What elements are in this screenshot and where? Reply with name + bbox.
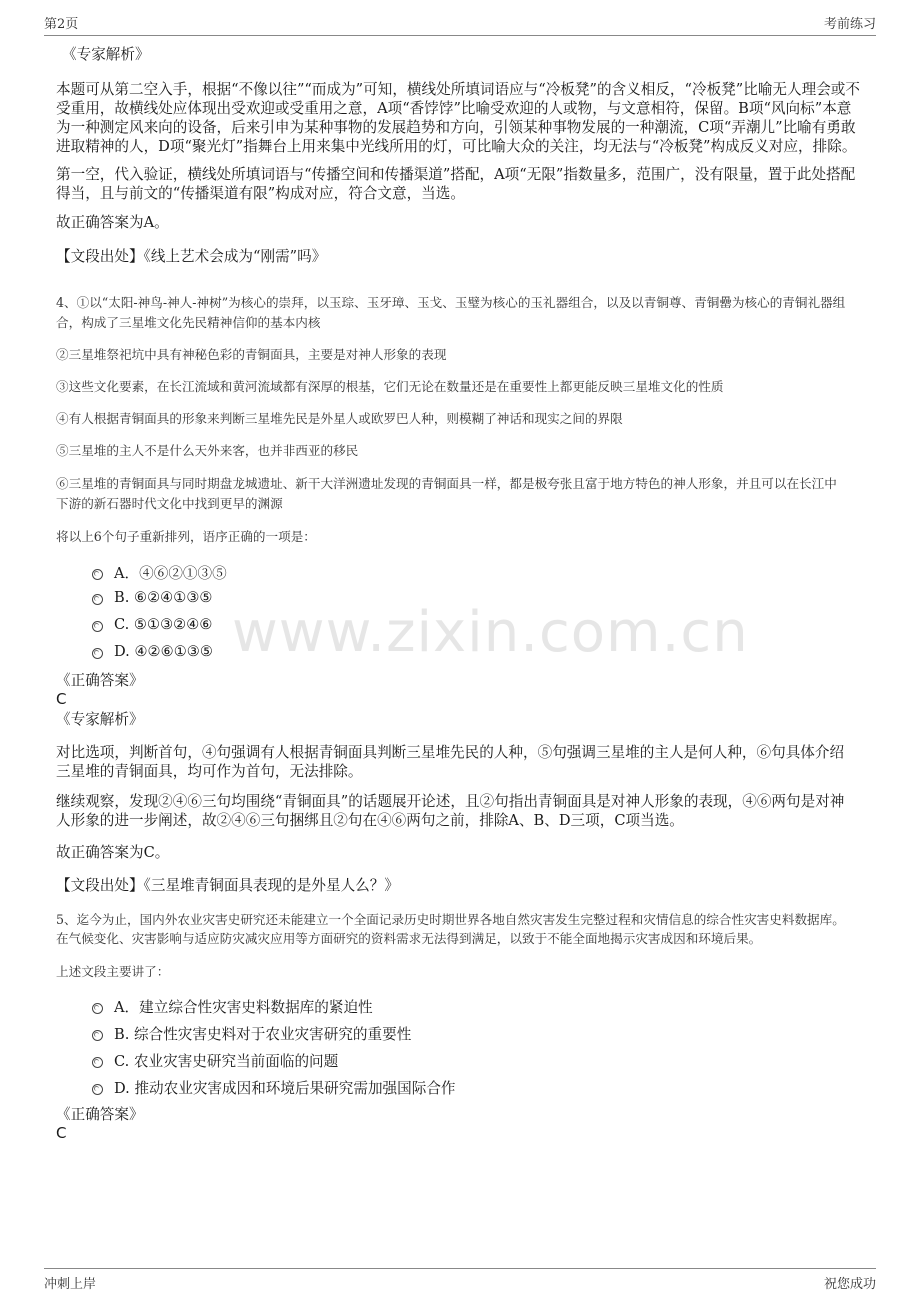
radio-icon[interactable] [92,1030,103,1041]
option-c[interactable] [92,616,212,633]
question-5-prompt: 上述文段主要讲了： [56,964,170,979]
header-right-text: 考前练习 [823,17,876,32]
question-5-stem: 在气候变化、灾害影响与适应防灾减灾应用等方面研究的资料需求无法得到满足，以致于不能全面地揭示灾害成因和环境后果。 [56,931,762,946]
sentence-3: ③这些文化要素，在长江流域和黄河流域都有深厚的根基，它们无论在数量还是在重要性上都更能反映三星堆文化的性质 [56,379,724,394]
page-header [44,10,876,36]
footer-left-text: 冲刺上岸 [44,1277,97,1292]
radio-icon[interactable] [92,1084,103,1095]
page-number: 第2页 [44,17,79,32]
conclusion-text: 故正确答案为A。 [56,214,169,231]
correct-answer-label: 《正确答案》 [56,672,144,689]
analysis-line: 为一种测定风来向的设备，后来引申为某种事物的发展趋势和方向，引领某种事物发展的一种潮流，C项“弄潮儿”比喻有勇敢 [56,119,856,136]
analysis-line: 进取精神的人，D项“聚光灯”指舞台上用来集中光线所用的灯，可比喻大众的关注，均无法与“冷板凳”构成反义对应，排除。 [56,138,857,155]
option-label: A．④⑥②①③⑤ [114,565,227,582]
question-4-stem: 合，构成了三星堆文化先民精神信仰的基本内核 [56,315,321,330]
option-label: A．建立综合性灾害史料数据库的紧迫性 [114,999,373,1016]
analysis-line: 第一空，代入验证，横线处所填词语与“传播空间和传播渠道”搭配，A项“无限”指数量多，范围广，没有限量，置于此处搭配 [56,166,856,183]
option-a[interactable] [92,562,227,583]
sentence-2: ②三星堆祭祀坑中具有神秘色彩的青铜面具，主要是对神人形象的表现 [56,347,447,362]
analysis-line: 三星堆的青铜面具，均可作为首句，无法排除。 [56,763,363,780]
expert-analysis-label: 《专家解析》 [62,46,150,63]
expert-analysis-label: 《专家解析》 [56,711,144,728]
question-4-prompt: 将以上6个句子重新排列，语序正确的一项是： [56,529,316,544]
footer-right-text: 祝您成功 [823,1277,876,1292]
analysis-line: 继续观察，发现②④⑥三句均围绕“青铜面具”的话题展开论述，且②句指出青铜面具是对神人形象的表现，④⑥两句是对神 [56,793,845,810]
source-text: 【文段出处】《线上艺术会成为“刚需”吗》 [56,248,327,265]
question-4-stem: 4、①以“太阳-神鸟-神人-神树”为核心的崇拜，以玉琮、玉牙璋、玉戈、玉璧为核心的玉礼器组合，以及以青铜尊、青铜罍为核心的青铜礼器组 [56,295,846,310]
option-label: C. 农业灾害史研究当前面临的问题 [114,1053,339,1070]
option-b[interactable] [92,1023,411,1044]
sentence-4: ④有人根据青铜面具的形象来判断三星堆先民是外星人或欧罗巴人种，则模糊了神话和现实之间的界限 [56,411,623,426]
correct-answer: C [56,690,67,708]
correct-answer-label: 《正确答案》 [56,1106,144,1123]
sentence-6: 下游的新石器时代文化中找到更早的渊源 [56,496,283,511]
radio-icon[interactable] [92,648,103,659]
watermark: www.zixin.com.cn [232,600,749,665]
sentence-5: ⑤三星堆的主人不是什么天外来客，也并非西亚的移民 [56,443,359,458]
option-a[interactable] [92,996,373,1017]
option-c[interactable] [92,1050,338,1071]
page-footer [44,1268,876,1299]
option-label: C. ⑤①③②④⑥ [114,616,213,633]
radio-icon[interactable] [92,594,103,605]
option-label: D. 推动农业灾害成因和环境后果研究需加强国际合作 [114,1080,456,1097]
option-label: B. ⑥②④①③⑤ [114,589,213,606]
analysis-line: 本题可从第二空入手，根据“不像以往”“而成为”可知，横线处所填词语应与“冷板凳”的含义相反，“冷板凳”比喻无人理会或不 [56,81,860,98]
analysis-line: 受重用，故横线处应体现出受欢迎或受重用之意，A项“香饽饽”比喻受欢迎的人或物，与文意相符，保留。B项“风向标”本意 [56,100,852,117]
radio-icon[interactable] [92,1057,103,1068]
radio-icon[interactable] [92,1003,103,1014]
option-d[interactable] [92,643,213,660]
option-d[interactable] [92,1077,456,1098]
source-text: 【文段出处】《三星堆青铜面具表现的是外星人么？》 [56,877,399,894]
sentence-6: ⑥三星堆的青铜面具与同时期盘龙城遗址、新干大洋洲遗址发现的青铜面具一样，都是极夸张且富于地方特色的神人形象，并且可以在长江中 [56,476,837,491]
conclusion-text: 故正确答案为C。 [56,844,170,861]
option-b[interactable] [92,589,213,606]
radio-icon[interactable] [92,569,103,580]
question-5-stem: 5、迄今为止，国内外农业灾害史研究还未能建立一个全面记录历史时期世界各地自然灾害发生完整过程和灾情信息的综合性灾害史料数据库。 [56,912,845,927]
option-label: B. 综合性灾害史料对于农业灾害研究的重要性 [114,1026,412,1043]
radio-icon[interactable] [92,621,103,632]
correct-answer: C [56,1124,67,1142]
analysis-line: 得当，且与前文的“传播渠道有限”构成对应，符合文意，当选。 [56,185,465,202]
option-label: D. ④②⑥①③⑤ [114,643,213,660]
analysis-line: 人形象的进一步阐述，故②④⑥三句捆绑且②句在④⑥两句之前，排除A、B、D三项，C项当选。 [56,812,684,829]
analysis-line: 对比选项，判断首句，④句强调有人根据青铜面具判断三星堆先民的人种，⑤句强调三星堆的主人是何人种，⑥句具体介绍 [56,744,845,761]
